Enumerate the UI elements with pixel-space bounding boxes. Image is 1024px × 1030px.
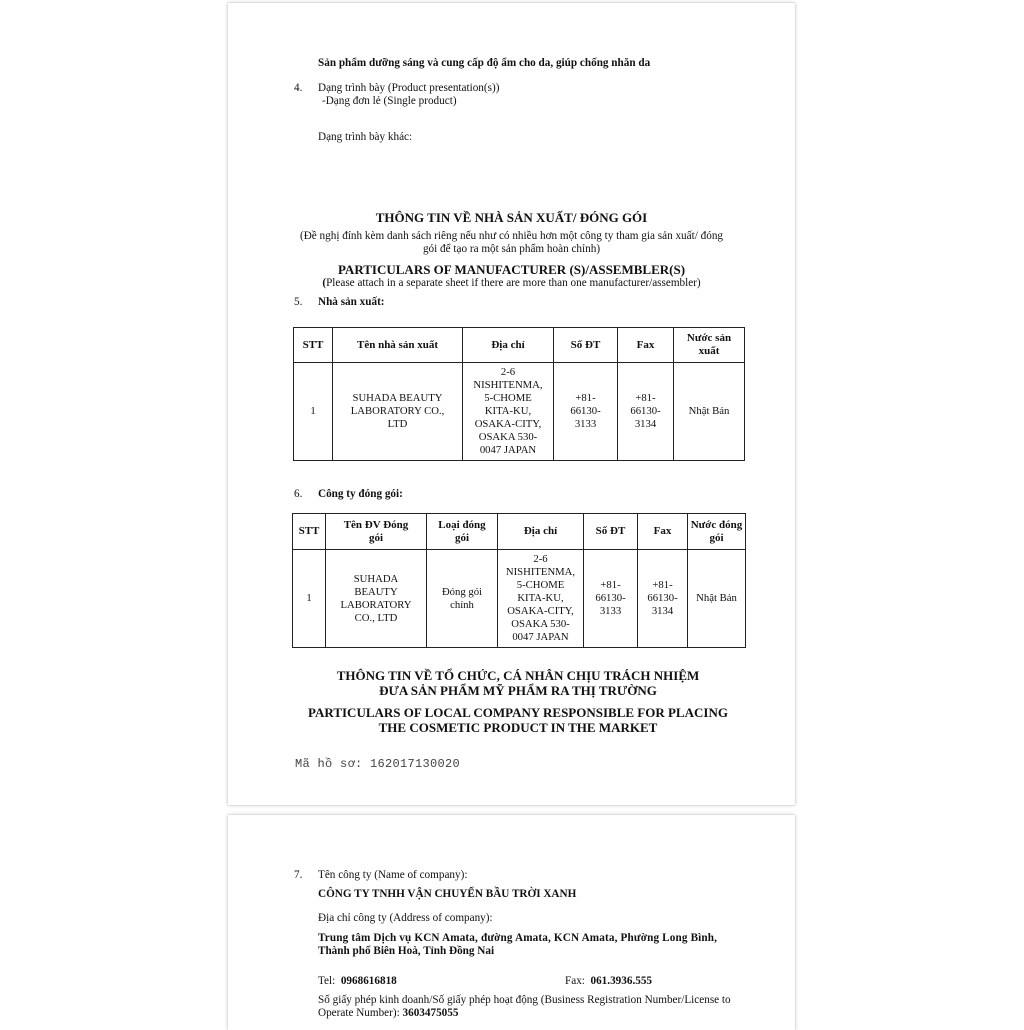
cell-country: Nhật Bản <box>674 363 745 461</box>
cell-stt: 1 <box>294 363 333 461</box>
tel-label: Tel: <box>318 975 336 987</box>
company-name-label: Tên công ty (Name of company): <box>318 869 468 881</box>
fax-row <box>565 975 652 988</box>
item6-label: Công ty đóng gói: <box>318 488 403 500</box>
tel-value: 0968616818 <box>340 975 397 987</box>
fax-value: 061.3936.555 <box>590 975 653 987</box>
header-phone: Số ĐT <box>554 328 618 363</box>
local-title-en-1: PARTICULARS OF LOCAL COMPANY RESPONSIBLE FOR PLACING <box>308 705 728 720</box>
item5-label: Nhà sản xuất: <box>318 296 385 308</box>
fax-label: Fax: <box>565 975 585 987</box>
item5-number: 5. <box>294 296 303 308</box>
header-fax: Fax <box>638 514 688 550</box>
cell-manufacturer-name: SUHADA BEAUTY LABORATORY CO., LTD <box>333 363 463 461</box>
company-address-line-1: Trung tâm Dịch vụ KCN Amata, đường Amata, KCN Amata, Phường Long Bình, <box>318 932 718 944</box>
manufacturer-title-vi: THÔNG TIN VỀ NHÀ SẢN XUẤT/ ĐÓNG GÓI <box>375 210 648 225</box>
company-address-label: Địa chỉ công ty (Address of company): <box>318 912 493 924</box>
manufacturer-title-en: PARTICULARS OF MANUFACTURER (S)/ASSEMBLER(S) <box>337 262 686 277</box>
note-en-paren: ( <box>322 277 327 289</box>
manufacturer-note-en <box>228 277 795 290</box>
header-stt: STT <box>294 328 333 363</box>
cell-address: 2-6 NISHITENMA, 5-CHOME KITA-KU, OSAKA-CITY, OSAKA 530-0047 JAPAN <box>498 550 584 648</box>
packaging-table <box>292 513 746 648</box>
cell-phone: +81-66130-3133 <box>554 363 618 461</box>
cell-stt: 1 <box>293 550 326 648</box>
local-title-en-2: THE COSMETIC PRODUCT IN THE MARKET <box>378 720 658 735</box>
license-value: 3603475055 <box>402 1007 459 1019</box>
table-row <box>294 363 745 461</box>
license-label-line-2: Operate Number): <box>318 1007 400 1019</box>
table-row <box>293 550 746 648</box>
cell-fax: +81-66130-3134 <box>618 363 674 461</box>
intro-line: Sản phẩm dưỡng sáng và cung cấp độ ẩm cho da, giúp chống nhăn da <box>318 57 651 69</box>
cell-country: Nhật Bản <box>688 550 746 648</box>
manufacturer-table-header <box>294 328 745 363</box>
document-page-1 <box>228 3 795 805</box>
local-title-vi-1: THÔNG TIN VỀ TỔ CHỨC, CÁ NHÂN CHỊU TRÁCH NHIỆM <box>336 668 700 683</box>
license-label-line-1: Số giấy phép kinh doanh/Số giấy phép hoạt động (Business Registration Number/License to <box>318 994 731 1006</box>
item4-label: Dạng trình bày (Product presentation(s)) <box>318 82 500 94</box>
note-en-text: Please attach in a separate sheet if there are more than one manufacturer/assembler) <box>326 277 701 289</box>
document-page-2 <box>228 815 795 1030</box>
file-code: Mã hồ sơ: 162017130020 <box>295 757 461 771</box>
cell-packaging-type: Đóng gói chính <box>427 550 498 648</box>
local-title-vi-2: ĐƯA SẢN PHẨM MỸ PHẨM RA THỊ TRƯỜNG <box>379 683 657 698</box>
header-packager-name: Tên ĐV Đóng gói <box>326 514 427 550</box>
cell-packager-name: SUHADA BEAUTY LABORATORY CO., LTD <box>326 550 427 648</box>
manufacturer-note-vi-2: gói để tạo ra một sản phẩm hoàn chỉnh) <box>422 243 601 255</box>
header-country: Nước sản xuất <box>674 328 745 363</box>
tel-row <box>318 975 397 988</box>
manufacturer-note-vi-1: (Đề nghị đính kèm danh sách riêng nếu như có nhiều hơn một công ty tham gia sản xuất/ đóng <box>299 230 724 242</box>
item4-number: 4. <box>294 82 303 94</box>
header-manufacturer-name: Tên nhà sản xuất <box>333 328 463 363</box>
company-name-value: CÔNG TY TNHH VẬN CHUYỂN BẦU TRỜI XANH <box>318 888 577 900</box>
header-packaging-type: Loại đóng gói <box>427 514 498 550</box>
cell-address: 2-6 NISHITENMA, 5-CHOME KITA-KU, OSAKA-CITY, OSAKA 530-0047 JAPAN <box>463 363 554 461</box>
manufacturer-table <box>293 327 745 461</box>
item6-number: 6. <box>294 488 303 500</box>
cell-fax: +81-66130-3134 <box>638 550 688 648</box>
item4-other: Dạng trình bày khác: <box>318 131 413 143</box>
header-phone: Số ĐT <box>584 514 638 550</box>
item7-number: 7. <box>294 869 303 881</box>
header-fax: Fax <box>618 328 674 363</box>
header-country: Nước đóng gói <box>688 514 746 550</box>
license-row <box>318 1007 458 1020</box>
item4-sub: -Dạng đơn lẻ (Single product) <box>322 95 457 107</box>
header-address: Địa chỉ <box>463 328 554 363</box>
header-address: Địa chỉ <box>498 514 584 550</box>
company-address-line-2: Thành phố Biên Hoà, Tỉnh Đồng Nai <box>318 945 495 957</box>
packaging-table-header <box>293 514 746 550</box>
header-stt: STT <box>293 514 326 550</box>
cell-phone: +81-66130-3133 <box>584 550 638 648</box>
